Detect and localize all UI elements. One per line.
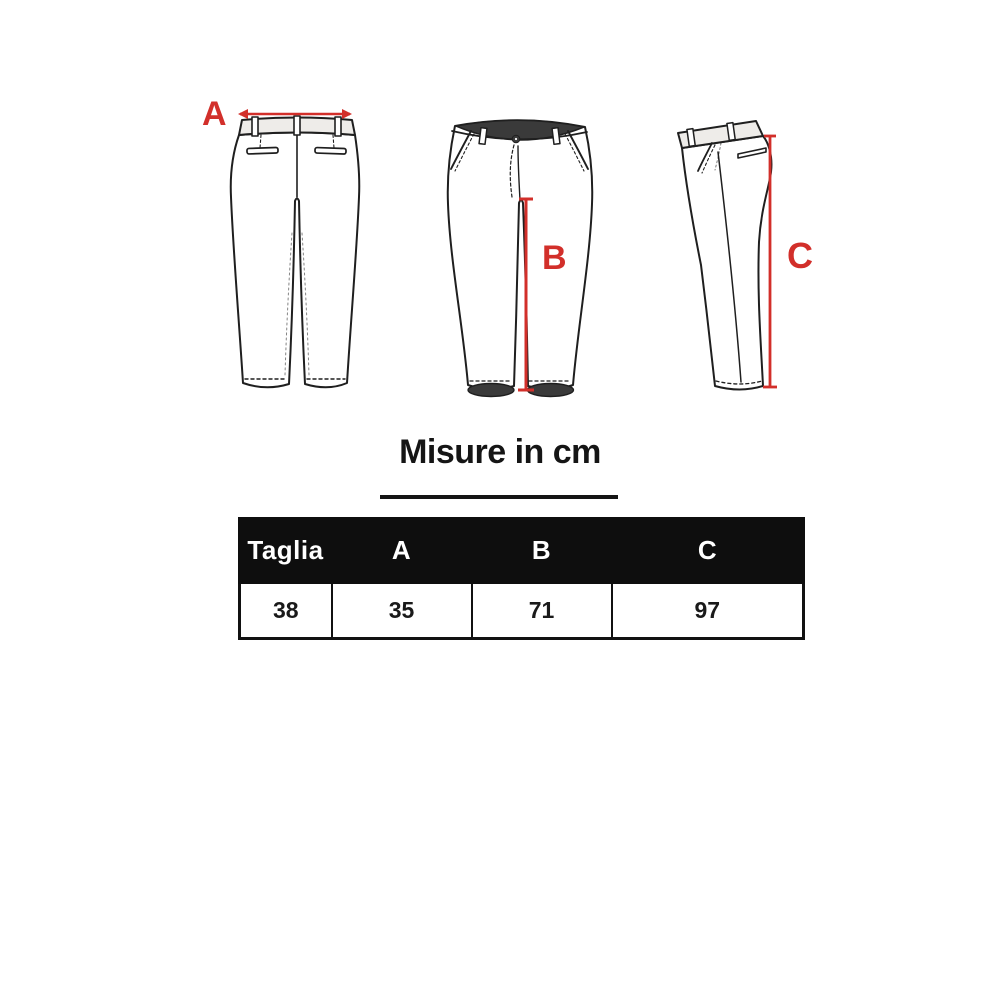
title-underline [380,495,618,499]
size-chart-title: Misure in cm [399,433,601,471]
size-table-header-a: A [332,519,472,583]
size-table-header-c: C [612,519,804,583]
size-table-cell-taglia: 38 [240,583,332,639]
size-table-cell-c: 97 [612,583,804,639]
back-pocket-left [247,147,278,154]
size-table-cell-b: 71 [472,583,612,639]
size-table-row [240,583,804,639]
pants-back-body [231,133,360,388]
back-pocket-right [315,147,346,154]
pants-back-view-drawing [215,103,375,403]
size-table-header-b: B [472,519,612,583]
measurement-label-a: A [202,95,227,133]
size-table [238,517,805,640]
size-table-header-row [240,519,804,583]
hem-cuff-left [468,384,514,397]
pants-front-body [448,120,592,389]
size-table-header-taglia: Taglia [240,519,332,583]
measurement-label-c: C [787,235,813,276]
size-table-cell-a: 35 [332,583,472,639]
pants-side-body [682,136,771,390]
size-table-container [238,517,805,640]
hem-cuff-right [528,384,574,397]
measurement-label-b: B [542,239,567,277]
pants-front-view-drawing [440,110,600,410]
